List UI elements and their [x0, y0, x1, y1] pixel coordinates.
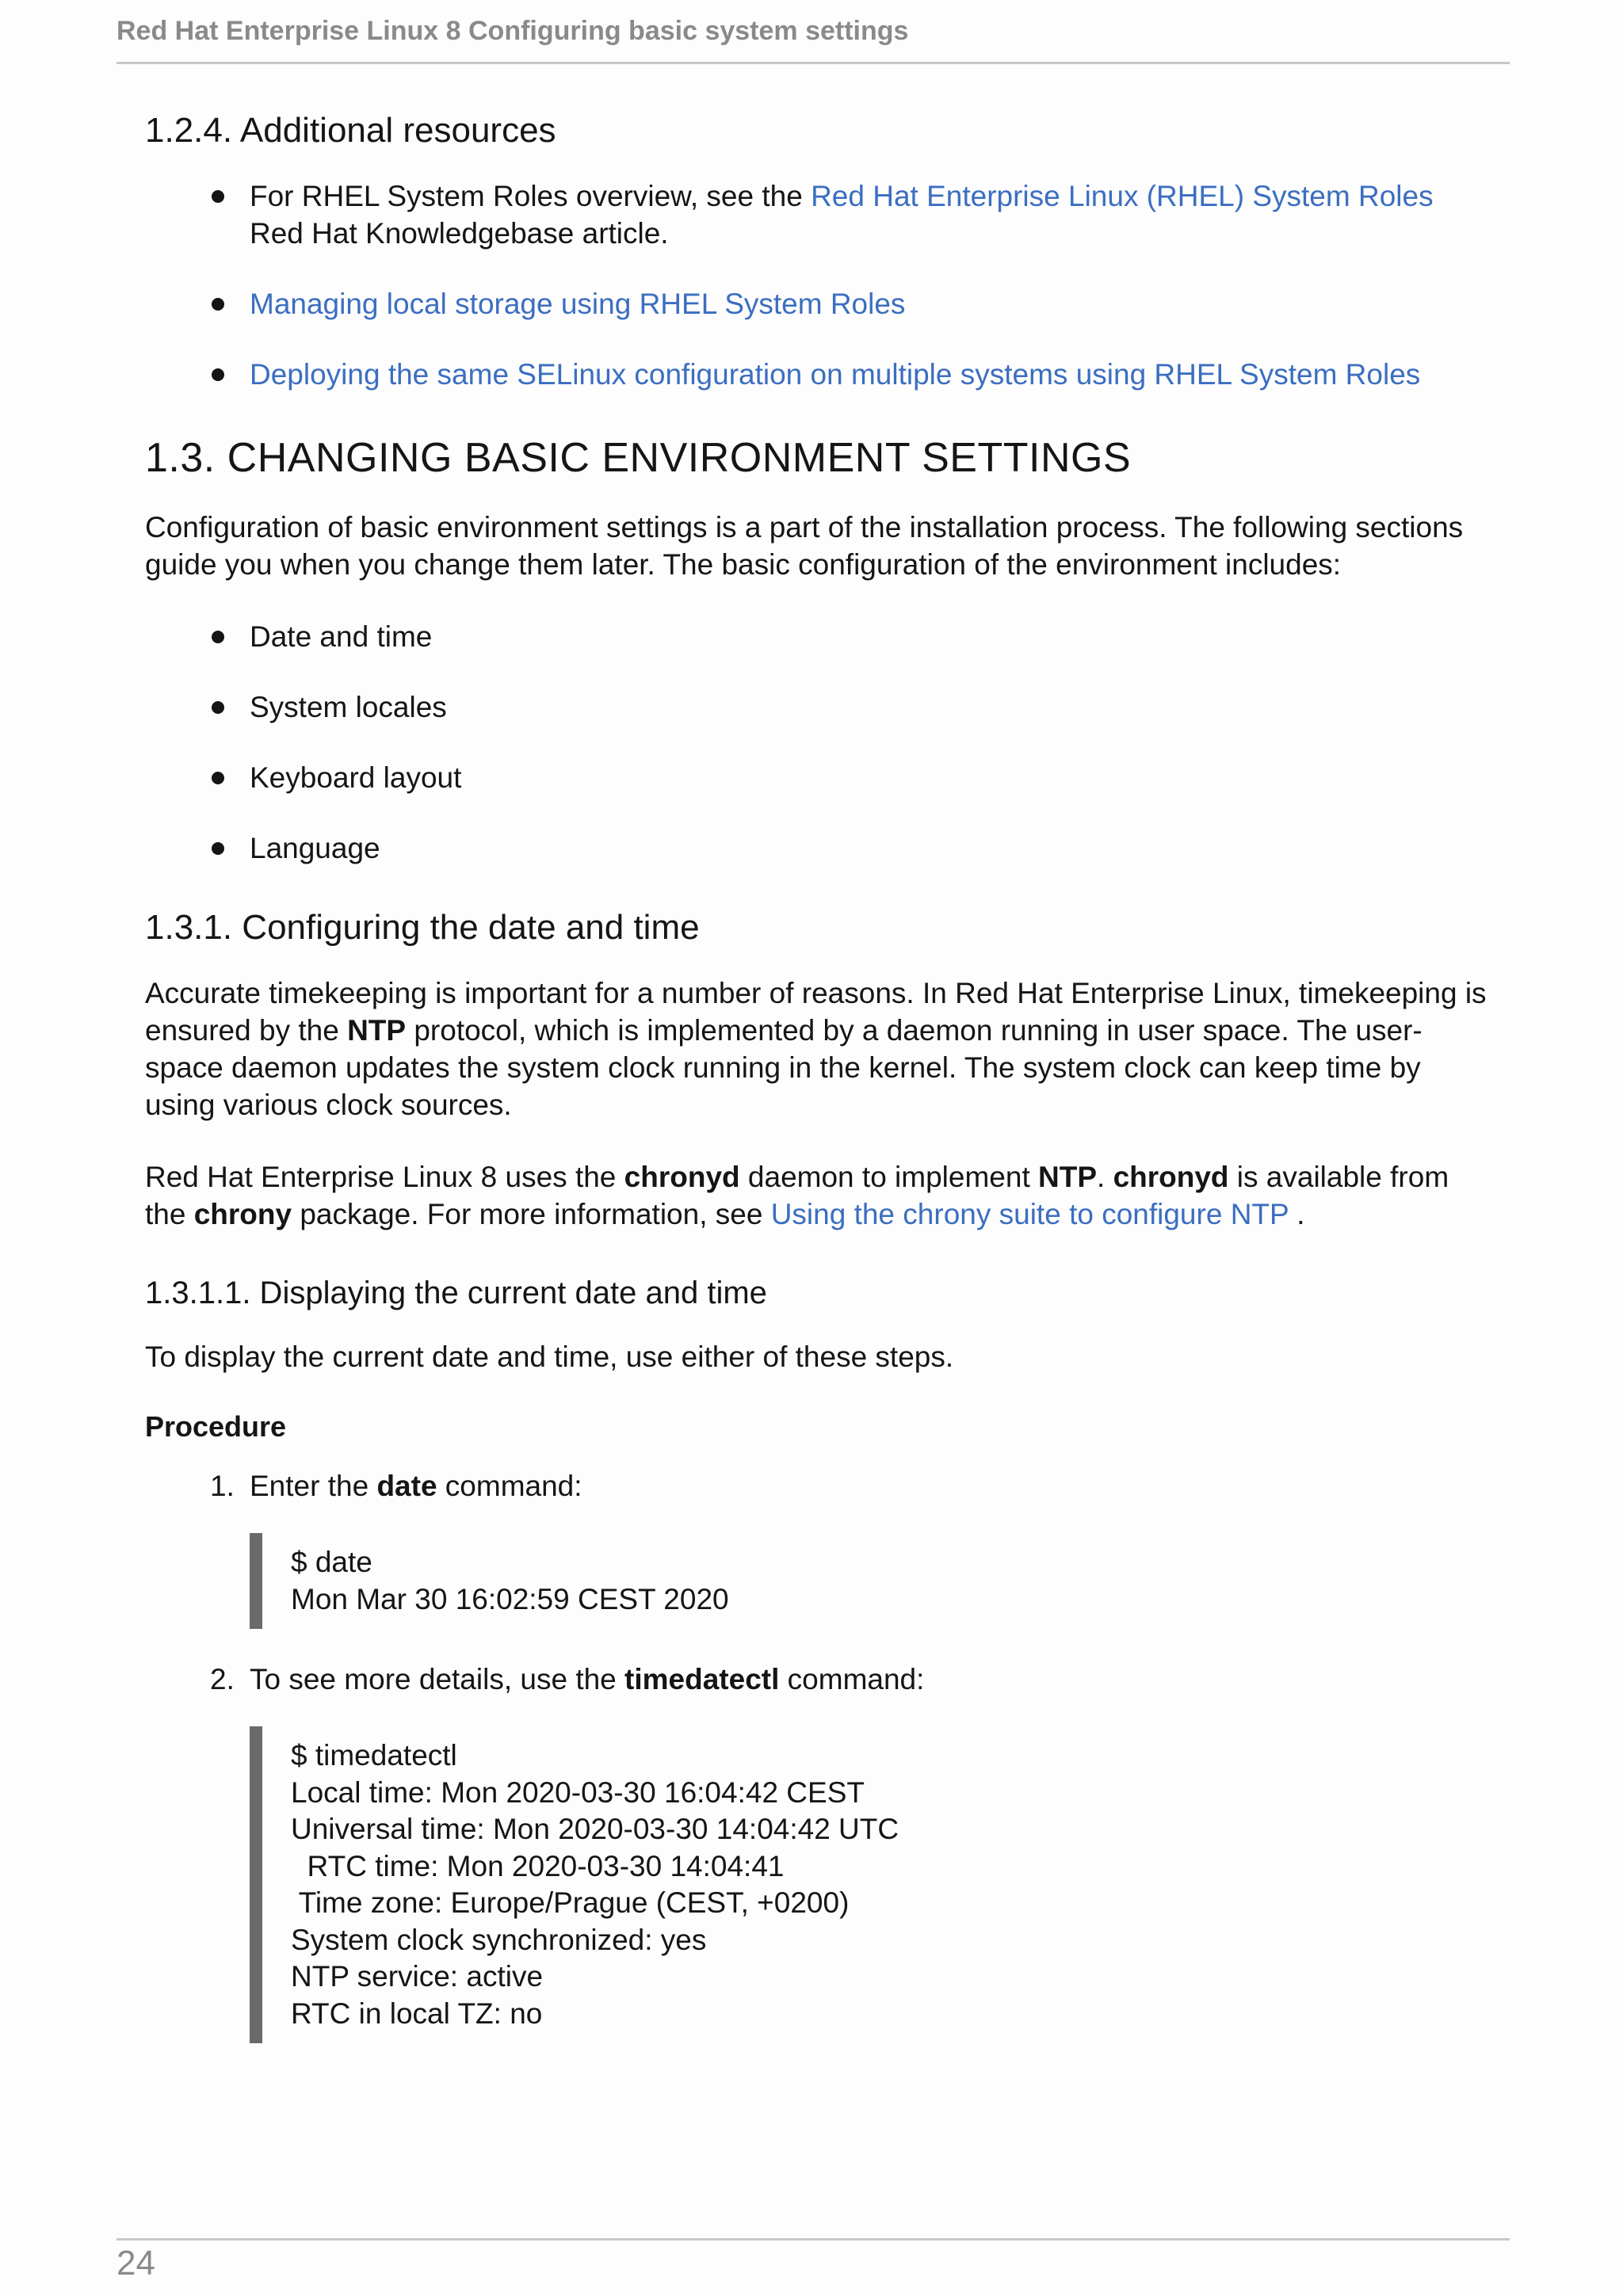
chronyd-paragraph: Red Hat Enterprise Linux 8 uses the chronyd daemon to implement NTP. chronyd is available from the chrony package. For more information, see Using the chrony suite to configure NTP .	[145, 1161, 1449, 1230]
managing-local-storage-link[interactable]: Managing local storage using RHEL System Roles	[250, 288, 906, 320]
procedure-steps	[145, 1467, 1492, 1505]
chrony-suite-link[interactable]: Using the chrony suite to configure NTP	[770, 1198, 1289, 1230]
timekeeping-paragraph: Accurate timekeeping is important for a number of reasons. In Red Hat Enterprise Linux, timekeeping is ensured by the NTP protocol, which is implemented by a daemon running in user space. The user-space daemon updates the system clock running in the kernel. The system clock can keep time by using various clock sources.	[145, 977, 1487, 1121]
heading-additional-resources: 1.2.4. Additional resources	[145, 111, 556, 150]
page-number: 24	[116, 2244, 155, 2283]
code-line: $ timedatectl	[291, 1739, 457, 1772]
heading-configuring-date-time: 1.3.1. Configuring the date and time	[145, 908, 700, 947]
code-line: Universal time: Mon 2020-03-30 14:04:42 UTC	[291, 1813, 899, 1845]
code-line: System clock synchronized: yes	[291, 1923, 707, 1956]
list-item	[145, 285, 1492, 322]
environment-intro: Configuration of basic environment settings is a part of the installation process. The following sections guide you when you change them later. The basic configuration of the environment includes:	[145, 511, 1464, 581]
procedure-step-1: 1. Enter the date command:	[210, 1470, 582, 1502]
list-item: For RHEL System Roles overview, see the Red Hat Enterprise Linux (RHEL) System Roles Red Hat Knowledgebase article.	[145, 177, 1492, 252]
resources-list	[145, 177, 1492, 393]
list-item: Language	[145, 830, 1492, 867]
date-code-block[interactable]	[250, 1533, 1492, 1629]
code-line: RTC time: Mon 2020-03-30 14:04:41	[291, 1849, 785, 1882]
code-line: RTC in local TZ: no	[291, 1997, 543, 2030]
code-line: Local time: Mon 2020-03-30 16:04:42 CEST	[291, 1775, 865, 1809]
page-content	[145, 95, 1492, 2075]
procedure-heading: Procedure	[145, 1410, 287, 1443]
system-roles-overview-link[interactable]: Red Hat Enterprise Linux (RHEL) System Roles	[811, 180, 1434, 212]
header-divider	[116, 62, 1510, 64]
code-line: Time zone: Europe/Prague (CEST, +0200)	[291, 1886, 850, 1919]
procedure-step-2: 2. To see more details, use the timedatectl command:	[210, 1663, 925, 1695]
code-line: Mon Mar 30 16:02:59 CEST 2020	[291, 1582, 729, 1615]
list-item: System locales	[145, 688, 1492, 726]
list-item: Date and time	[145, 618, 1492, 655]
timedatectl-code-block[interactable]	[250, 1726, 1492, 2043]
heading-displaying-date-time: 1.3.1.1. Displaying the current date and time	[145, 1276, 767, 1310]
deploying-selinux-link[interactable]: Deploying the same SELinux configuration on multiple systems using RHEL System Roles	[250, 358, 1421, 391]
code-line: $ date	[291, 1546, 372, 1578]
code-line: NTP service: active	[291, 1960, 544, 1993]
footer-divider	[116, 2238, 1510, 2241]
list-item: Keyboard layout	[145, 759, 1492, 796]
environment-settings-list	[145, 618, 1492, 867]
displaying-intro: To display the current date and time, use either of these steps.	[145, 1341, 954, 1373]
procedure-steps-2	[145, 1661, 1492, 1698]
running-header: Red Hat Enterprise Linux 8 Configuring basic system settings	[116, 16, 909, 46]
heading-changing-basic-environment: 1.3. CHANGING BASIC ENVIRONMENT SETTINGS	[145, 435, 1132, 481]
list-item	[145, 356, 1492, 393]
